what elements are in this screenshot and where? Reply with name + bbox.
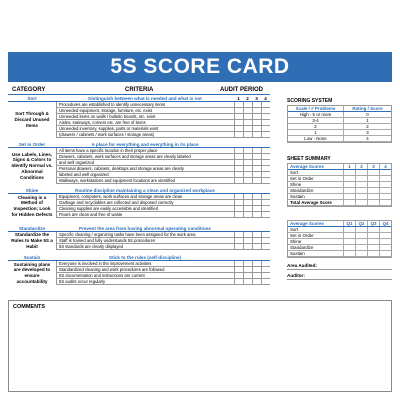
header-divider <box>8 94 270 95</box>
summary-row-label: Sustain <box>290 251 305 256</box>
summary-cell[interactable] <box>355 200 367 205</box>
summary-cell[interactable] <box>367 227 379 232</box>
criteria-row <box>56 132 270 138</box>
score-cell[interactable] <box>243 166 252 171</box>
score-cell[interactable] <box>252 132 261 137</box>
summary-total-row <box>288 200 391 206</box>
criteria-text: Standardized cleaning and work procedures are followed <box>56 267 234 272</box>
score-cell[interactable] <box>252 160 261 165</box>
criteria-text: Unneeded inventory, supplies, parts or materials exist <box>56 126 234 131</box>
section-name: Sustain <box>23 255 41 260</box>
summary-cell[interactable] <box>355 251 367 256</box>
score-cell[interactable] <box>234 238 243 243</box>
score-cell[interactable] <box>243 212 252 217</box>
summary-cell[interactable] <box>379 188 391 193</box>
section-heading: Distinguish between what is needed and what is not <box>88 96 202 101</box>
summary-cell[interactable] <box>367 233 379 238</box>
score-cell[interactable] <box>252 200 261 205</box>
criteria-row <box>56 178 270 184</box>
score-cell[interactable] <box>234 200 243 205</box>
scoring-scale: 2 <box>314 124 317 129</box>
score-cell[interactable] <box>252 238 261 243</box>
summary-cell[interactable] <box>355 176 367 181</box>
score-cell[interactable] <box>252 108 261 113</box>
score-cell[interactable] <box>261 206 270 211</box>
summary-row-label: Sort <box>290 170 299 175</box>
score-cell[interactable] <box>261 178 270 183</box>
score-cell[interactable] <box>243 244 252 249</box>
summary-cell[interactable] <box>355 194 367 199</box>
summary-cell[interactable] <box>343 182 355 187</box>
summary-cell[interactable] <box>355 245 367 250</box>
score-cell[interactable] <box>261 166 270 171</box>
section-sustain <box>8 255 270 285</box>
scoring-rating: 4 <box>343 136 391 141</box>
scoring-scale: 3-4 <box>312 118 319 123</box>
summary-cell[interactable] <box>355 182 367 187</box>
summary-cell[interactable] <box>355 239 367 244</box>
score-cell[interactable] <box>252 244 261 249</box>
summary-cell[interactable] <box>379 200 391 205</box>
score-cell[interactable] <box>252 279 261 284</box>
score-cell[interactable] <box>252 102 261 107</box>
summary-col: Q4 <box>379 221 391 226</box>
score-cell[interactable] <box>234 232 243 237</box>
section-name: Standardize <box>18 226 46 231</box>
summary-cell[interactable] <box>343 233 355 238</box>
summary-col: 2 <box>355 164 367 169</box>
criteria-text: labeled and well organized <box>56 172 234 177</box>
summary-title: SHEET SUMMARY <box>287 156 331 162</box>
summary-label: Average Scores <box>290 221 324 226</box>
summary-cell[interactable] <box>379 194 391 199</box>
summary-cell[interactable] <box>367 176 379 181</box>
score-cell[interactable] <box>243 126 252 131</box>
score-cell[interactable] <box>243 273 252 278</box>
score-cell[interactable] <box>261 132 270 137</box>
summary-table-periods <box>287 163 392 207</box>
summary-row-label: Set in Order <box>290 233 314 238</box>
summary-cell[interactable] <box>367 182 379 187</box>
summary-row-label: Standardize <box>290 188 314 193</box>
score-cell[interactable] <box>252 166 261 171</box>
score-cell[interactable] <box>234 279 243 284</box>
score-cell[interactable] <box>261 102 270 107</box>
score-cell[interactable] <box>252 194 261 199</box>
scoring-scale: High - 5 or more <box>299 112 332 117</box>
criteria-text: Floors are clean and free of waste <box>56 212 234 217</box>
score-cell[interactable] <box>243 154 252 159</box>
page-title: 5S SCORE CARD <box>110 55 290 78</box>
section-heading: Routine discipline maintaining a clean and organized workplace <box>75 188 215 193</box>
score-cell[interactable] <box>234 114 243 119</box>
summary-cell[interactable] <box>367 245 379 250</box>
score-cell[interactable] <box>243 178 252 183</box>
score-cell[interactable] <box>234 132 243 137</box>
summary-cell[interactable] <box>379 233 391 238</box>
scoring-title: SCORING SYSTEM <box>287 98 333 104</box>
summary-cell[interactable] <box>379 227 391 232</box>
score-cell[interactable] <box>252 206 261 211</box>
scoring-rating: 3 <box>343 130 391 135</box>
summary-cell[interactable] <box>355 233 367 238</box>
summary-cell[interactable] <box>343 188 355 193</box>
score-cell[interactable] <box>252 273 261 278</box>
score-cell[interactable] <box>243 172 252 177</box>
summary-cell[interactable] <box>355 170 367 175</box>
summary-cell[interactable] <box>379 239 391 244</box>
summary-col: 4 <box>379 164 391 169</box>
score-cell[interactable] <box>252 148 261 153</box>
score-cell[interactable] <box>261 244 270 249</box>
score-cell[interactable] <box>234 194 243 199</box>
score-cell[interactable] <box>252 178 261 183</box>
score-cell[interactable] <box>252 212 261 217</box>
score-cell[interactable] <box>243 238 252 243</box>
criteria-text: Unneeded items on walls / bulletin boards, etc. exist <box>56 114 234 119</box>
summary-row <box>288 251 391 257</box>
summary-cell[interactable] <box>343 251 355 256</box>
summary-row-label: Sustain <box>290 194 305 199</box>
section-description: Cleaning is a Method of Inspection; Look for Hidden Defects <box>11 194 53 217</box>
comments-box[interactable] <box>8 300 392 392</box>
section-heading: A place for everything and everything in its place <box>91 142 199 147</box>
score-cell[interactable] <box>261 232 270 237</box>
section-shine <box>8 188 270 218</box>
score-cell[interactable] <box>261 238 270 243</box>
score-cell[interactable] <box>234 108 243 113</box>
summary-cell[interactable] <box>343 227 355 232</box>
score-cell[interactable] <box>261 273 270 278</box>
summary-cell[interactable] <box>379 251 391 256</box>
period-3-label: 3 <box>255 96 258 101</box>
score-cell[interactable] <box>234 172 243 177</box>
score-cell[interactable] <box>243 120 252 125</box>
criteria-text: Everyone is involved in the improvement activities <box>56 261 234 266</box>
scoring-rating: 0 <box>343 112 391 117</box>
audit-period-header: AUDIT PERIOD <box>220 87 264 93</box>
score-cell[interactable] <box>234 178 243 183</box>
criteria-text: Procedures are established to identify unnecessary items <box>56 102 234 107</box>
score-cell[interactable] <box>243 108 252 113</box>
score-cell[interactable] <box>252 232 261 237</box>
score-cell[interactable] <box>252 267 261 272</box>
section-name: Set in Order <box>18 142 46 147</box>
score-cell[interactable] <box>234 166 243 171</box>
summary-cell[interactable] <box>367 194 379 199</box>
score-cell[interactable] <box>234 206 243 211</box>
summary-col: Q3 <box>367 221 379 226</box>
section-set-in-order <box>8 142 270 184</box>
score-cell[interactable] <box>243 160 252 165</box>
summary-col: Q1 <box>343 221 355 226</box>
criteria-text: Personal drawers, cabinets, desktops and storage areas are clearly <box>56 166 234 171</box>
scoring-rating: 2 <box>343 124 391 129</box>
summary-row-label: Sort <box>290 227 299 232</box>
summary-row-label: Set in Order <box>290 176 314 181</box>
period-2-label: 2 <box>246 96 249 101</box>
score-cell[interactable] <box>243 200 252 205</box>
summary-cell[interactable] <box>343 176 355 181</box>
section-sort <box>8 96 270 138</box>
score-cell[interactable] <box>234 154 243 159</box>
summary-row-label: Shine <box>290 239 302 244</box>
criteria-text: Drawers, cabinets, work surfaces and storage areas are clearly labeled <box>56 154 234 159</box>
summary-cell[interactable] <box>343 194 355 199</box>
criteria-text: Cleaning supplies are easily accessible and identified <box>56 206 234 211</box>
score-cell[interactable] <box>261 212 270 217</box>
scoring-col-scale: Scale / # Problems <box>295 106 336 111</box>
criteria-text: Staff is trained and fully understands 5S procedures <box>56 238 234 243</box>
score-cell[interactable] <box>243 148 252 153</box>
summary-cell[interactable] <box>379 170 391 175</box>
score-cell[interactable] <box>252 114 261 119</box>
score-cell[interactable] <box>252 120 261 125</box>
score-cell[interactable] <box>252 126 261 131</box>
area-audited-field[interactable]: Area Audited: <box>287 262 392 270</box>
score-cell[interactable] <box>252 154 261 159</box>
section-standardize <box>8 226 270 250</box>
summary-cell[interactable] <box>343 200 355 205</box>
score-cell[interactable] <box>243 194 252 199</box>
score-cell[interactable] <box>243 132 252 137</box>
score-cell[interactable] <box>234 102 243 107</box>
score-cell[interactable] <box>261 267 270 272</box>
summary-col: Q2 <box>355 221 367 226</box>
section-heading: Prevent the area from having abnormal operating conditions <box>79 226 211 231</box>
score-cell[interactable] <box>234 261 243 266</box>
score-cell[interactable] <box>261 114 270 119</box>
summary-row-label: Standardize <box>290 245 314 250</box>
criteria-header: CRITERIA <box>125 87 154 93</box>
criteria-row <box>56 279 270 285</box>
summary-cell[interactable] <box>355 227 367 232</box>
score-cell[interactable] <box>243 267 252 272</box>
criteria-text: Walkways, workstations and equipment locations are identified <box>56 178 234 183</box>
score-cell[interactable] <box>234 273 243 278</box>
summary-cell[interactable] <box>379 176 391 181</box>
score-cell[interactable] <box>261 154 270 159</box>
section-description: Sort Through & Discard Unused Items <box>14 111 50 128</box>
comments-label: COMMENTS <box>13 304 46 310</box>
summary-col: 3 <box>367 164 379 169</box>
score-cell[interactable] <box>234 148 243 153</box>
summary-cell[interactable] <box>367 200 379 205</box>
score-cell[interactable] <box>243 232 252 237</box>
total-average-label: Total Average Score <box>290 200 332 205</box>
section-description: Sustaining plans are developed to ensure accountability <box>13 261 51 284</box>
summary-cell[interactable] <box>367 170 379 175</box>
score-cell[interactable] <box>252 261 261 266</box>
section-heading: Stick to the rules (self-discipline) <box>109 255 181 260</box>
score-cell[interactable] <box>261 261 270 266</box>
score-cell[interactable] <box>234 212 243 217</box>
scoring-row <box>288 136 391 142</box>
score-cell[interactable] <box>261 160 270 165</box>
section-description: Use Labels, Lines, Signs & Colors to Identify Normal vs. Abnormal Conditions <box>11 151 53 180</box>
section-description: Standardize the Rules to Make 5S a Habit <box>11 232 53 249</box>
score-cell[interactable] <box>261 126 270 131</box>
period-1-label: 1 <box>237 96 240 101</box>
score-cell[interactable] <box>243 206 252 211</box>
score-cell[interactable] <box>234 267 243 272</box>
score-cell[interactable] <box>261 108 270 113</box>
scoring-scale: Low - None <box>304 136 327 141</box>
summary-cell[interactable] <box>343 245 355 250</box>
criteria-text: Aisles, stairways, corners etc. are free of items <box>56 120 234 125</box>
criteria-text: 5S audits occur regularly <box>56 279 234 284</box>
criteria-text: Garbage and recyclables are collected and disposed correctly <box>56 200 234 205</box>
summary-cell[interactable] <box>379 182 391 187</box>
summary-label: Average Scores <box>290 164 324 169</box>
criteria-text: (drawers / cabinets / work surfaces / storage areas) <box>56 132 234 137</box>
criteria-text: 5S standards are clearly displayed <box>56 244 234 249</box>
score-cell[interactable] <box>234 244 243 249</box>
score-cell[interactable] <box>261 200 270 205</box>
criteria-text: Unneeded equipment, storage, furniture, etc. exist <box>56 108 234 113</box>
score-cell[interactable] <box>261 279 270 284</box>
summary-row-label: Shine <box>290 182 302 187</box>
scoring-table <box>287 105 392 143</box>
score-cell[interactable] <box>243 114 252 119</box>
summary-cell[interactable] <box>343 239 355 244</box>
score-cell[interactable] <box>243 279 252 284</box>
summary-cell[interactable] <box>343 170 355 175</box>
score-cell[interactable] <box>243 102 252 107</box>
score-cell[interactable] <box>261 194 270 199</box>
summary-cell[interactable] <box>355 188 367 193</box>
score-cell[interactable] <box>261 120 270 125</box>
summary-table-quarters <box>287 220 392 258</box>
summary-col: 1 <box>343 164 355 169</box>
criteria-row <box>56 212 270 218</box>
score-cell[interactable] <box>261 148 270 153</box>
score-cell[interactable] <box>234 160 243 165</box>
section-name: Shine <box>25 188 39 193</box>
score-cell[interactable] <box>243 261 252 266</box>
summary-cell[interactable] <box>367 251 379 256</box>
period-4-label: 4 <box>264 96 267 101</box>
criteria-text: 5S documentation and instructions are current <box>56 273 234 278</box>
criteria-text: All items have a specific location in their proper place <box>56 148 234 153</box>
auditor-field[interactable]: Auditor: <box>287 272 392 280</box>
scoring-col-rating: Rating / Score <box>343 106 391 111</box>
category-header: CATEGORY <box>12 87 46 93</box>
score-cell[interactable] <box>252 172 261 177</box>
score-cell[interactable] <box>261 172 270 177</box>
summary-cell[interactable] <box>379 245 391 250</box>
summary-cell[interactable] <box>367 239 379 244</box>
score-cell[interactable] <box>234 126 243 131</box>
criteria-row <box>56 244 270 250</box>
scoring-scale: 1 <box>314 130 317 135</box>
section-name: Sort <box>27 96 37 101</box>
score-cell[interactable] <box>234 120 243 125</box>
criteria-text: and well organized <box>56 160 234 165</box>
summary-cell[interactable] <box>367 188 379 193</box>
criteria-text: Equipment, computers, work surfaces and storage areas are clean <box>56 194 234 199</box>
criteria-text: Specific cleaning / organizing tasks have been assigned for the work area <box>56 232 234 237</box>
title-banner <box>8 52 392 82</box>
scoring-rating: 1 <box>343 118 391 123</box>
